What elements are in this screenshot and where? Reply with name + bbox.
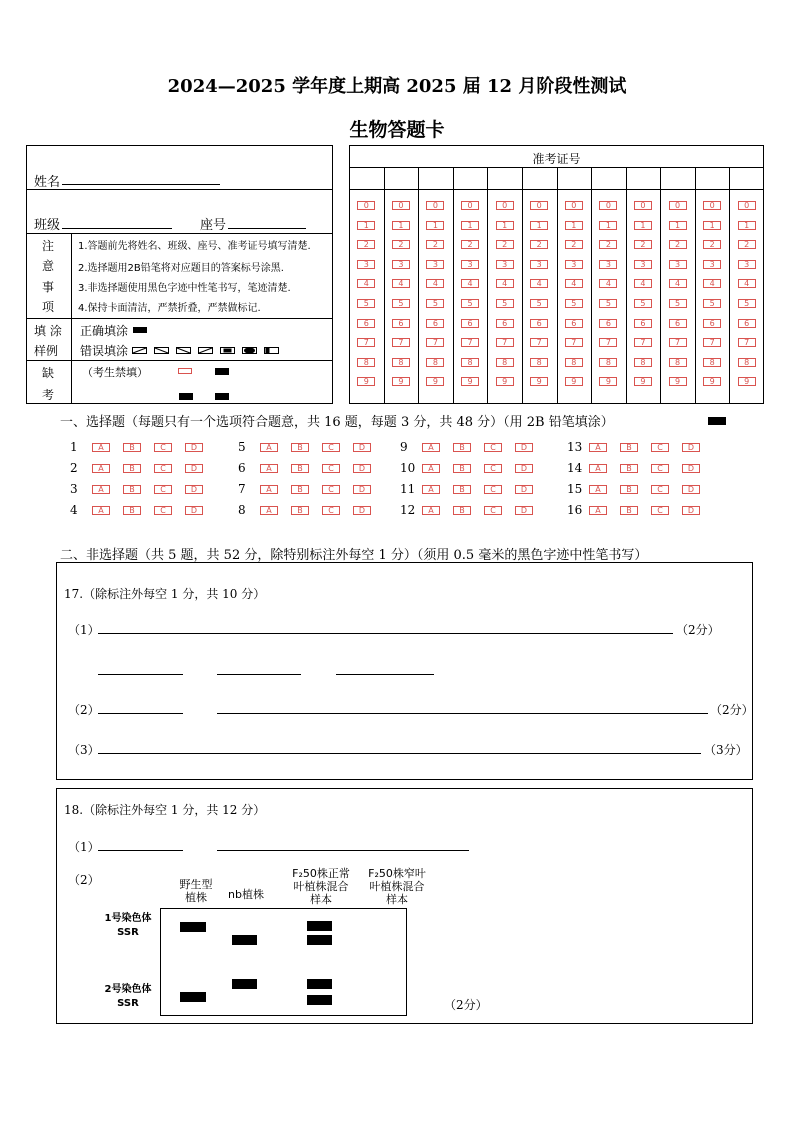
- gel-lane-label: nb植株: [228, 888, 264, 901]
- exam-id-column-divider: [418, 167, 419, 404]
- exam-id-digit-bubble[interactable]: 9: [357, 377, 375, 386]
- exam-id-column-divider: [522, 167, 523, 404]
- exam-id-digit-bubble[interactable]: 6: [357, 319, 375, 328]
- exam-id-digit-bubble[interactable]: 1: [496, 221, 514, 230]
- exam-id-digit-bubble[interactable]: 9: [426, 377, 444, 386]
- option-bubble-c[interactable]: C: [322, 485, 340, 494]
- option-bubble-c[interactable]: C: [154, 506, 172, 515]
- exam-id-digit-bubble[interactable]: 3: [530, 260, 548, 269]
- option-bubble-c[interactable]: C: [651, 443, 669, 452]
- option-bubble-c[interactable]: C: [651, 506, 669, 515]
- gel-band: [232, 979, 257, 989]
- exam-id-label: 准考证号: [532, 152, 581, 166]
- exam-id-digit-bubble[interactable]: 2: [426, 240, 444, 249]
- question-number: 16: [567, 503, 583, 517]
- exam-id-column-divider: [729, 167, 730, 404]
- exam-id-digit-bubble[interactable]: 5: [461, 299, 479, 308]
- option-bubble-b[interactable]: B: [620, 464, 638, 473]
- option-bubble-c[interactable]: C: [651, 464, 669, 473]
- exam-id-digit-bubble[interactable]: 1: [738, 221, 756, 230]
- option-bubble-b[interactable]: B: [620, 485, 638, 494]
- correct-fill-label: 正确填涂: [80, 324, 129, 338]
- exam-id-digit-bubble[interactable]: 4: [565, 279, 583, 288]
- q17-p1-label: （1）: [68, 623, 100, 637]
- option-bubble-b[interactable]: B: [291, 506, 309, 515]
- exam-id-digit-bubble[interactable]: 4: [392, 279, 410, 288]
- section1-heading: 一、选择题（每题只有一个选项符合题意，共 16 题，每题 3 分，共 48 分）（用 2B 铅笔填涂）: [60, 415, 614, 430]
- timing-mark: [215, 393, 229, 400]
- exam-id-digit-bubble[interactable]: 1: [634, 221, 652, 230]
- option-bubble-d[interactable]: D: [682, 485, 700, 494]
- exam-id-digit-bubble[interactable]: 0: [565, 201, 583, 210]
- question-number: 2: [70, 461, 78, 475]
- option-bubble-d[interactable]: D: [353, 443, 371, 452]
- exam-id-digit-bubble[interactable]: 6: [738, 319, 756, 328]
- gel-band: [232, 935, 257, 945]
- gel-row-label: 2号染色体 SSR: [104, 984, 152, 1009]
- option-bubble-b[interactable]: B: [453, 506, 471, 515]
- exam-id-digit-bubble[interactable]: 2: [392, 240, 410, 249]
- option-bubble-a[interactable]: A: [422, 506, 440, 515]
- exam-id-digit-bubble[interactable]: 1: [426, 221, 444, 230]
- q17-p2-blank[interactable]: [98, 713, 183, 714]
- exam-id-digit-bubble[interactable]: 8: [426, 358, 444, 367]
- gel-lane-label: 野生型 植株: [179, 878, 213, 904]
- q17-p1-blank[interactable]: [98, 674, 183, 675]
- option-bubble-a[interactable]: A: [422, 443, 440, 452]
- exam-id-digit-bubble[interactable]: 4: [738, 279, 756, 288]
- exam-id-digit-bubble[interactable]: 3: [426, 260, 444, 269]
- exam-id-digit-bubble[interactable]: 5: [565, 299, 583, 308]
- q17-p2-score: （2分）: [710, 703, 754, 717]
- exam-id-digit-bubble[interactable]: 0: [461, 201, 479, 210]
- exam-id-write-cell[interactable]: [352, 170, 381, 186]
- notes-label-4: 项: [42, 300, 55, 314]
- question-number: 15: [567, 482, 583, 496]
- exam-id-column-divider: [557, 167, 558, 404]
- wrong-fill-label: 错误填涂: [80, 344, 129, 358]
- exam-id-digit-bubble[interactable]: 6: [461, 319, 479, 328]
- option-bubble-c[interactable]: C: [651, 485, 669, 494]
- exam-id-digit-bubble[interactable]: 1: [461, 221, 479, 230]
- question-number: 5: [238, 440, 246, 454]
- option-bubble-a[interactable]: A: [92, 464, 110, 473]
- q17-p1-score: （2分）: [676, 623, 720, 637]
- exam-id-digit-bubble[interactable]: 3: [461, 260, 479, 269]
- absent-label-2: 考: [42, 388, 55, 402]
- option-bubble-d[interactable]: D: [353, 464, 371, 473]
- note-3: 3.非选择题使用黑色字迹中性笔书写，笔迹清楚.: [78, 283, 291, 294]
- section2-heading: 二、非选择题（共 5 题，共 52 分，除特别标注外每空 1 分）（须用 0.5 毫米的黑色字迹中性笔书写）: [60, 548, 648, 563]
- wrong-fill-samples: [132, 346, 302, 356]
- exam-id-digit-bubble[interactable]: 7: [496, 338, 514, 347]
- option-bubble-b[interactable]: B: [620, 506, 638, 515]
- q18-heading: 18.（除标注外每空 1 分，共 12 分）: [64, 803, 266, 817]
- option-bubble-d[interactable]: D: [682, 506, 700, 515]
- exam-id-digit-bubble[interactable]: 7: [426, 338, 444, 347]
- exam-id-digit-bubble[interactable]: 5: [599, 299, 617, 308]
- note-1: 1.答题前先将姓名、班级、座号、准考证号填写清楚.: [78, 241, 311, 252]
- exam-id-digit-bubble[interactable]: 6: [530, 319, 548, 328]
- q18-p1-blank[interactable]: [98, 850, 183, 851]
- option-bubble-b[interactable]: B: [291, 443, 309, 452]
- exam-id-digit-bubble[interactable]: 9: [669, 377, 687, 386]
- exam-id-digit-bubble[interactable]: 7: [530, 338, 548, 347]
- notes-label-3: 事: [42, 280, 55, 294]
- exam-id-digit-bubble[interactable]: 7: [392, 338, 410, 347]
- exam-id-digit-bubble[interactable]: 4: [426, 279, 444, 288]
- notes-label-1: 注: [42, 239, 55, 253]
- option-bubble-d[interactable]: D: [185, 506, 203, 515]
- option-bubble-a[interactable]: A: [589, 464, 607, 473]
- fill-sample-label-1: 填 涂: [34, 324, 62, 338]
- exam-id-digit-bubble[interactable]: 4: [357, 279, 375, 288]
- option-bubble-a[interactable]: A: [260, 506, 278, 515]
- gel-band: [180, 922, 206, 932]
- absent-label-1: 缺: [42, 366, 55, 380]
- exam-id-digit-bubble[interactable]: 1: [357, 221, 375, 230]
- option-bubble-d[interactable]: D: [185, 464, 203, 473]
- exam-id-digit-bubble[interactable]: 8: [496, 358, 514, 367]
- exam-id-digit-bubble[interactable]: 5: [496, 299, 514, 308]
- exam-id-digit-bubble[interactable]: 0: [530, 201, 548, 210]
- exam-id-digit-bubble[interactable]: 0: [357, 201, 375, 210]
- exam-id-digit-bubble[interactable]: 0: [703, 201, 721, 210]
- exam-id-write-cell[interactable]: [629, 170, 658, 186]
- exam-id-write-cell[interactable]: [490, 170, 519, 186]
- option-bubble-d[interactable]: D: [515, 506, 533, 515]
- option-bubble-b[interactable]: B: [123, 506, 141, 515]
- exam-id-digit-bubble[interactable]: 2: [461, 240, 479, 249]
- exam-id-digit-bubble[interactable]: 9: [392, 377, 410, 386]
- q17-p3-label: （3）: [68, 743, 100, 757]
- option-bubble-a[interactable]: A: [589, 485, 607, 494]
- page-title: 2024—2025 学年度上期高 2025 届 12 月阶段性测试: [167, 76, 627, 97]
- option-bubble-a[interactable]: A: [422, 464, 440, 473]
- exam-id-digit-bubble[interactable]: 7: [703, 338, 721, 347]
- exam-id-column-divider: [695, 167, 696, 404]
- exam-id-digit-bubble[interactable]: 5: [669, 299, 687, 308]
- option-bubble-a[interactable]: A: [589, 443, 607, 452]
- exam-id-digit-bubble[interactable]: 0: [669, 201, 687, 210]
- option-bubble-d[interactable]: D: [515, 485, 533, 494]
- exam-id-digit-bubble[interactable]: 2: [530, 240, 548, 249]
- option-bubble-c[interactable]: C: [322, 506, 340, 515]
- exam-id-digit-bubble[interactable]: 7: [357, 338, 375, 347]
- exam-id-digit-bubble[interactable]: 7: [461, 338, 479, 347]
- exam-id-digit-bubble[interactable]: 4: [599, 279, 617, 288]
- gel-band: [307, 935, 332, 945]
- absent-bubble[interactable]: [178, 368, 192, 374]
- question-number: 6: [238, 461, 246, 475]
- option-bubble-a[interactable]: A: [92, 443, 110, 452]
- exam-id-digit-bubble[interactable]: 4: [496, 279, 514, 288]
- q18-p2-label: （2）: [68, 873, 100, 887]
- option-bubble-a[interactable]: A: [589, 506, 607, 515]
- option-bubble-d[interactable]: D: [682, 443, 700, 452]
- exam-id-digit-bubble[interactable]: 0: [738, 201, 756, 210]
- q18-p1-label: （1）: [68, 840, 100, 854]
- exam-id-digit-bubble[interactable]: 2: [565, 240, 583, 249]
- exam-id-digit-bubble[interactable]: 6: [426, 319, 444, 328]
- exam-id-digit-bubble[interactable]: 3: [392, 260, 410, 269]
- exam-id-digit-bubble[interactable]: 5: [634, 299, 652, 308]
- exam-id-digit-bubble[interactable]: 4: [461, 279, 479, 288]
- exam-id-digit-bubble[interactable]: 9: [530, 377, 548, 386]
- question-number: 14: [567, 461, 583, 475]
- exam-id-digit-bubble[interactable]: 3: [738, 260, 756, 269]
- option-bubble-a[interactable]: A: [422, 485, 440, 494]
- option-bubble-c[interactable]: C: [484, 443, 502, 452]
- exam-id-digit-bubble[interactable]: 6: [392, 319, 410, 328]
- q17-p1-blank[interactable]: [217, 674, 301, 675]
- exam-id-digit-bubble[interactable]: 9: [703, 377, 721, 386]
- timing-mark: [215, 368, 229, 375]
- option-bubble-a[interactable]: A: [260, 443, 278, 452]
- exam-id-digit-bubble[interactable]: 3: [599, 260, 617, 269]
- option-bubble-d[interactable]: D: [185, 485, 203, 494]
- exam-id-digit-bubble[interactable]: 1: [565, 221, 583, 230]
- exam-id-digit-bubble[interactable]: 4: [530, 279, 548, 288]
- q17-p1-answer-line[interactable]: [98, 633, 673, 634]
- q17-p2-answer-line[interactable]: [217, 713, 708, 714]
- option-bubble-a[interactable]: A: [92, 485, 110, 494]
- exam-id-digit-bubble[interactable]: 8: [530, 358, 548, 367]
- exam-id-write-cell[interactable]: [525, 170, 554, 186]
- seat-field[interactable]: [228, 228, 306, 229]
- timing-mark: [708, 417, 726, 425]
- q17-heading: 17.（除标注外每空 1 分，共 10 分）: [64, 587, 266, 601]
- option-bubble-c[interactable]: C: [154, 464, 172, 473]
- exam-id-digit-bubble[interactable]: 8: [461, 358, 479, 367]
- option-bubble-b[interactable]: B: [291, 485, 309, 494]
- exam-id-digit-bubble[interactable]: 1: [669, 221, 687, 230]
- exam-id-digit-bubble[interactable]: 8: [703, 358, 721, 367]
- option-bubble-c[interactable]: C: [484, 464, 502, 473]
- exam-id-column-divider: [660, 167, 661, 404]
- exam-id-digit-bubble[interactable]: 2: [357, 240, 375, 249]
- gel-lane-label: F₂50株正常 叶植株混合 样本: [292, 867, 350, 906]
- option-bubble-b[interactable]: B: [123, 464, 141, 473]
- exam-id-digit-bubble[interactable]: 6: [565, 319, 583, 328]
- exam-id-write-cell[interactable]: [560, 170, 589, 186]
- exam-id-write-cell[interactable]: [594, 170, 623, 186]
- option-bubble-c[interactable]: C: [484, 506, 502, 515]
- exam-id-digit-bubble[interactable]: 3: [634, 260, 652, 269]
- exam-id-column-divider: [487, 167, 488, 404]
- gel-row-label: 1号染色体 SSR: [104, 913, 152, 938]
- exam-id-digit-bubble[interactable]: 9: [634, 377, 652, 386]
- question-number: 4: [70, 503, 78, 517]
- exam-id-digit-bubble[interactable]: 3: [496, 260, 514, 269]
- question-number: 8: [238, 503, 246, 517]
- seat-label: 座号: [200, 218, 227, 233]
- exam-id-digit-bubble[interactable]: 8: [599, 358, 617, 367]
- q17-p3-answer-line[interactable]: [98, 753, 701, 754]
- class-label: 班级: [34, 218, 61, 233]
- gel-band: [307, 921, 332, 931]
- exam-id-digit-bubble[interactable]: 7: [634, 338, 652, 347]
- exam-id-digit-bubble[interactable]: 8: [634, 358, 652, 367]
- gel-band: [307, 979, 332, 989]
- exam-id-digit-bubble[interactable]: 5: [738, 299, 756, 308]
- q17-p1-blank[interactable]: [336, 674, 434, 675]
- option-bubble-a[interactable]: A: [92, 506, 110, 515]
- question-number: 3: [70, 482, 78, 496]
- exam-id-digit-bubble[interactable]: 5: [530, 299, 548, 308]
- exam-id-digit-bubble[interactable]: 4: [634, 279, 652, 288]
- option-bubble-b[interactable]: B: [123, 443, 141, 452]
- exam-id-digit-bubble[interactable]: 0: [426, 201, 444, 210]
- option-bubble-c[interactable]: C: [154, 443, 172, 452]
- option-bubble-c[interactable]: C: [322, 443, 340, 452]
- exam-id-digit-bubble[interactable]: 8: [738, 358, 756, 367]
- exam-id-digit-bubble[interactable]: 6: [634, 319, 652, 328]
- exam-id-digit-bubble[interactable]: 2: [738, 240, 756, 249]
- exam-id-column-divider: [384, 167, 385, 404]
- q17-p2-label: （2）: [68, 703, 100, 717]
- exam-id-digit-bubble[interactable]: 9: [738, 377, 756, 386]
- exam-id-write-cell[interactable]: [387, 170, 416, 186]
- exam-id-digit-bubble[interactable]: 8: [669, 358, 687, 367]
- exam-id-digit-bubble[interactable]: 7: [738, 338, 756, 347]
- exam-id-digit-bubble[interactable]: 2: [669, 240, 687, 249]
- exam-id-digit-bubble[interactable]: 9: [496, 377, 514, 386]
- option-bubble-d[interactable]: D: [353, 506, 371, 515]
- option-bubble-d[interactable]: D: [515, 464, 533, 473]
- note-2: 2.选择题用2B铅笔将对应题目的答案标号涂黑.: [78, 263, 284, 274]
- option-bubble-d[interactable]: D: [682, 464, 700, 473]
- exam-id-digit-bubble[interactable]: 8: [565, 358, 583, 367]
- page-subtitle: 生物答题卡: [349, 119, 445, 141]
- exam-id-digit-bubble[interactable]: 1: [703, 221, 721, 230]
- option-bubble-d[interactable]: D: [353, 485, 371, 494]
- question-number: 7: [238, 482, 246, 496]
- exam-id-digit-bubble[interactable]: 9: [599, 377, 617, 386]
- q18-p1-blank[interactable]: [217, 850, 469, 851]
- exam-id-write-cell[interactable]: [732, 170, 761, 186]
- question-number: 12: [400, 503, 416, 517]
- exam-id-digit-bubble[interactable]: 5: [392, 299, 410, 308]
- exam-id-digit-bubble[interactable]: 4: [703, 279, 721, 288]
- exam-id-digit-bubble[interactable]: 6: [703, 319, 721, 328]
- question-number: 13: [567, 440, 583, 454]
- question-number: 11: [400, 482, 416, 496]
- question-number: 9: [400, 440, 408, 454]
- exam-id-digit-bubble[interactable]: 9: [565, 377, 583, 386]
- exam-id-digit-bubble[interactable]: 7: [669, 338, 687, 347]
- option-bubble-a[interactable]: A: [260, 464, 278, 473]
- exam-id-digit-bubble[interactable]: 4: [669, 279, 687, 288]
- absent-note: （考生禁填）: [82, 366, 148, 379]
- exam-id-digit-bubble[interactable]: 3: [703, 260, 721, 269]
- exam-id-digit-bubble[interactable]: 6: [599, 319, 617, 328]
- exam-id-digit-bubble[interactable]: 5: [703, 299, 721, 308]
- notes-label-2: 意: [42, 259, 55, 273]
- exam-id-digit-bubble[interactable]: 7: [599, 338, 617, 347]
- option-bubble-c[interactable]: C: [484, 485, 502, 494]
- exam-id-digit-bubble[interactable]: 3: [565, 260, 583, 269]
- exam-id-write-cell[interactable]: [698, 170, 727, 186]
- fill-sample-label-2: 样例: [34, 344, 59, 358]
- class-field[interactable]: [62, 228, 172, 229]
- option-bubble-b[interactable]: B: [123, 485, 141, 494]
- option-bubble-b[interactable]: B: [453, 464, 471, 473]
- exam-id-digit-bubble[interactable]: 2: [599, 240, 617, 249]
- name-field[interactable]: [62, 184, 220, 185]
- exam-id-digit-bubble[interactable]: 7: [565, 338, 583, 347]
- exam-id-digit-bubble[interactable]: 6: [496, 319, 514, 328]
- exam-id-write-cell[interactable]: [421, 170, 450, 186]
- exam-id-digit-bubble[interactable]: 2: [634, 240, 652, 249]
- option-bubble-c[interactable]: C: [322, 464, 340, 473]
- gel-band: [180, 992, 206, 1002]
- q18-score: （2分）: [444, 998, 488, 1012]
- exam-id-column-divider: [626, 167, 627, 404]
- exam-id-digit-bubble[interactable]: 8: [357, 358, 375, 367]
- exam-id-digit-bubble[interactable]: 3: [669, 260, 687, 269]
- option-bubble-b[interactable]: B: [453, 485, 471, 494]
- exam-id-digit-bubble[interactable]: 9: [461, 377, 479, 386]
- exam-id-digit-bubble[interactable]: 2: [703, 240, 721, 249]
- option-bubble-c[interactable]: C: [154, 485, 172, 494]
- option-bubble-b[interactable]: B: [620, 443, 638, 452]
- exam-id-column-divider: [591, 167, 592, 404]
- correct-fill-mark: [133, 327, 147, 333]
- exam-id-digit-bubble[interactable]: 6: [669, 319, 687, 328]
- exam-id-digit-bubble[interactable]: 0: [496, 201, 514, 210]
- option-bubble-b[interactable]: B: [291, 464, 309, 473]
- exam-id-digit-bubble[interactable]: 5: [357, 299, 375, 308]
- option-bubble-d[interactable]: D: [515, 443, 533, 452]
- exam-id-column-divider: [453, 167, 454, 404]
- gel-band: [307, 995, 332, 1005]
- question-number: 1: [70, 440, 78, 454]
- option-bubble-b[interactable]: B: [453, 443, 471, 452]
- question-number: 10: [400, 461, 416, 475]
- gel-lane-label: F₂50株窄叶 叶植株混合 样本: [368, 867, 426, 906]
- note-4: 4.保持卡面清洁，严禁折叠，严禁做标记.: [78, 303, 261, 314]
- exam-id-digit-bubble[interactable]: 0: [392, 201, 410, 210]
- exam-id-write-cell[interactable]: [456, 170, 485, 186]
- exam-id-digit-bubble[interactable]: 5: [426, 299, 444, 308]
- timing-mark: [179, 393, 193, 400]
- option-bubble-d[interactable]: D: [185, 443, 203, 452]
- exam-id-digit-bubble[interactable]: 0: [599, 201, 617, 210]
- exam-id-digit-bubble[interactable]: 2: [496, 240, 514, 249]
- exam-id-digit-bubble[interactable]: 8: [392, 358, 410, 367]
- name-label: 姓名: [34, 175, 61, 190]
- exam-id-digit-bubble[interactable]: 1: [599, 221, 617, 230]
- option-bubble-a[interactable]: A: [260, 485, 278, 494]
- exam-id-digit-bubble[interactable]: 1: [530, 221, 548, 230]
- exam-id-write-cell[interactable]: [663, 170, 692, 186]
- q17-p3-score: （3分）: [704, 743, 748, 757]
- exam-id-digit-bubble[interactable]: 1: [392, 221, 410, 230]
- exam-id-digit-bubble[interactable]: 3: [357, 260, 375, 269]
- exam-id-digit-bubble[interactable]: 0: [634, 201, 652, 210]
